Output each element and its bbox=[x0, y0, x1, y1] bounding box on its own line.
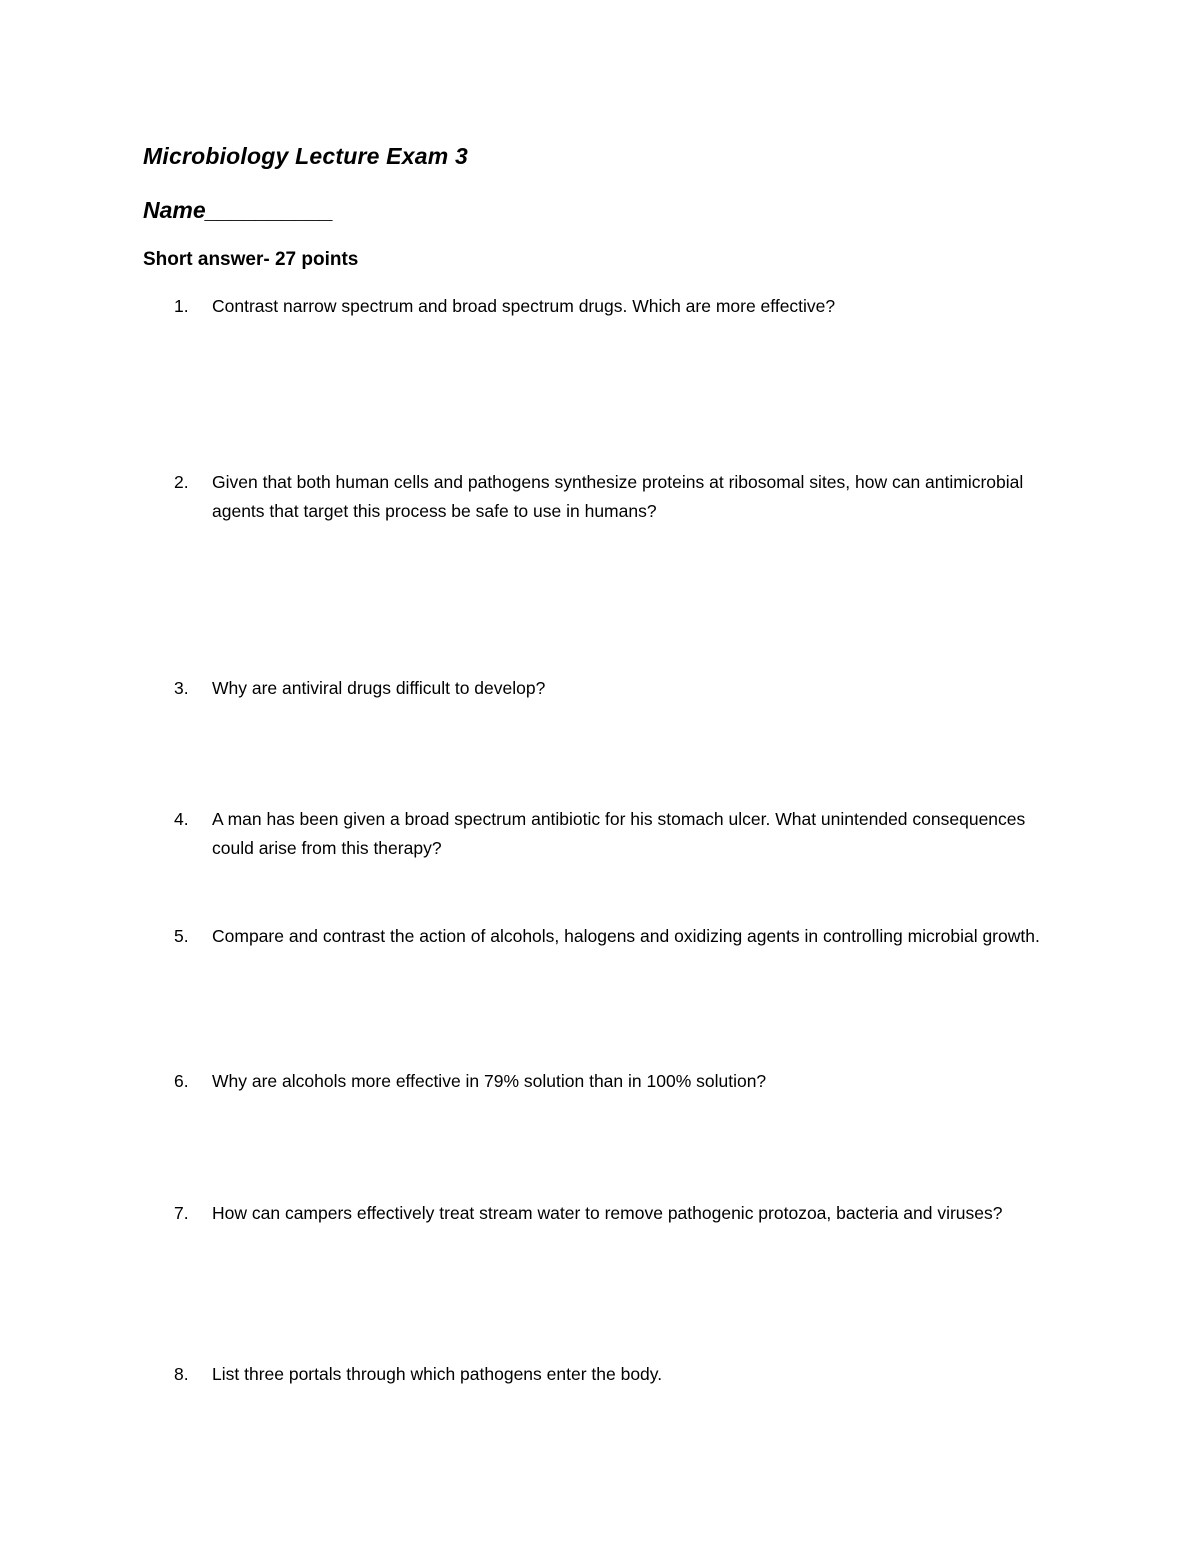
question-text: Contrast narrow spectrum and broad spectrum drugs. Which are more effective? bbox=[212, 296, 836, 316]
question-number: 8. bbox=[174, 1364, 189, 1384]
question-text: A man has been given a broad spectrum antibiotic for his stomach ulcer. What unintended consequences could arise from this therapy? bbox=[212, 809, 1026, 858]
question-number: 4. bbox=[174, 809, 189, 829]
question-text: Given that both human cells and pathogens synthesize proteins at ribosomal sites, how can antimicrobial agents that target this process be safe to use in humans? bbox=[212, 472, 1024, 521]
question-text: Why are antiviral drugs difficult to develop? bbox=[212, 678, 546, 698]
question-number: 2. bbox=[174, 472, 189, 492]
question-number: 5. bbox=[174, 926, 189, 946]
section-heading: Short answer- 27 points bbox=[143, 249, 359, 270]
question-text: How can campers effectively treat stream water to remove pathogenic protozoa, bacteria and viruses? bbox=[212, 1203, 1003, 1223]
question-number: 6. bbox=[174, 1071, 189, 1091]
name-field-label: Name__________ bbox=[143, 197, 334, 223]
question-text: List three portals through which pathogens enter the body. bbox=[212, 1364, 663, 1384]
question-text: Why are alcohols more effective in 79% solution than in 100% solution? bbox=[212, 1071, 767, 1091]
question-number: 7. bbox=[174, 1203, 189, 1223]
page-title: Microbiology Lecture Exam 3 bbox=[143, 143, 468, 169]
question-number: 3. bbox=[174, 678, 189, 698]
question-text: Compare and contrast the action of alcohols, halogens and oxidizing agents in controlling microbial growth. bbox=[212, 926, 1040, 946]
question-number: 1. bbox=[174, 296, 189, 316]
